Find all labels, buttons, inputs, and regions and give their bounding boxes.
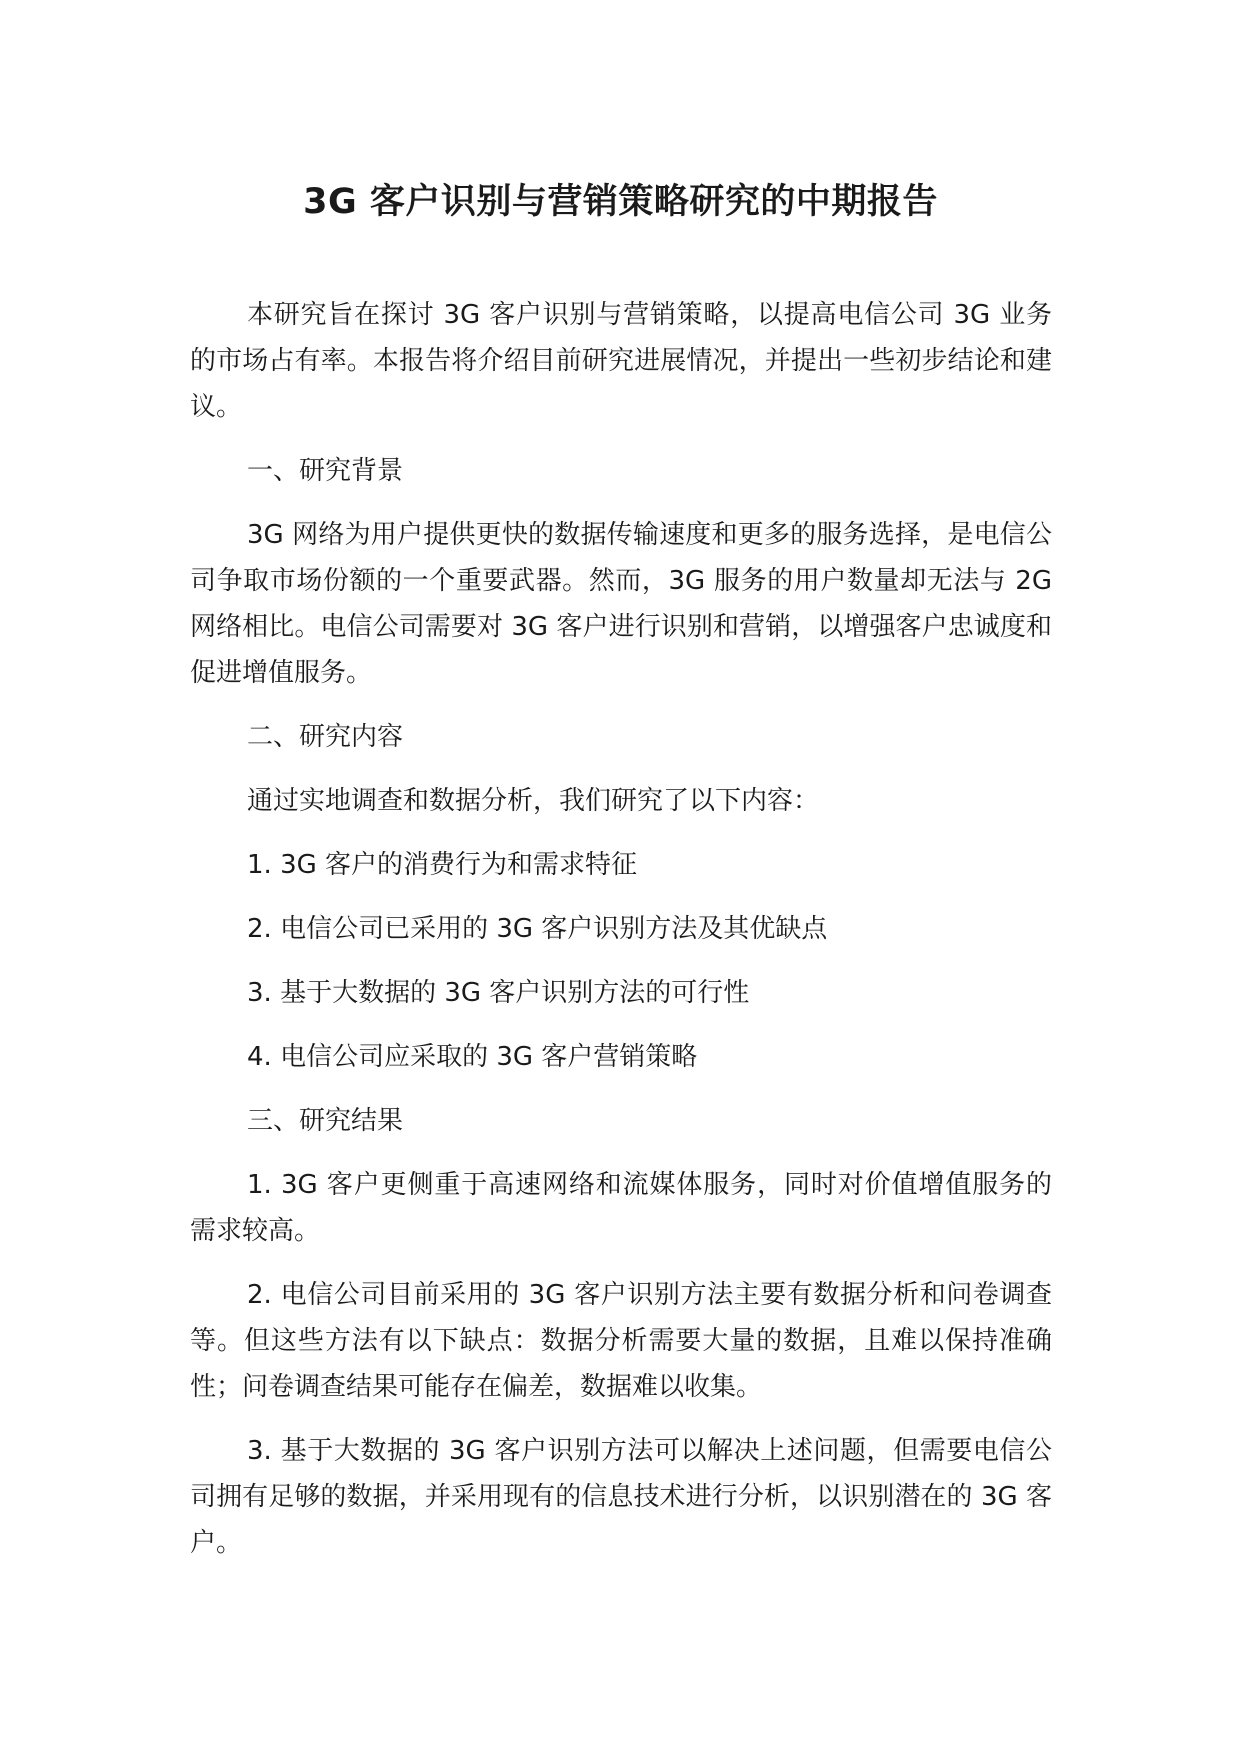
document-title: 3G 客户识别与营销策略研究的中期报告 [303,182,938,222]
list-item: 4. 电信公司应采取的 3G 客户营销策略 [247,1042,698,1072]
list-item: 1. 3G 客户的消费行为和需求特征 [247,850,638,880]
paragraph-intro: 本研究旨在探讨 3G 客户识别与营销策略，以提高电信公司 3G 业务的市场占有率。本报告将介绍目前研究进展情况，并提出一些初步结论和建议。 [190,300,1052,422]
section-heading-results: 三、研究结果 [247,1106,404,1136]
paragraph-background: 3G 网络为用户提供更快的数据传输速度和更多的服务选择，是电信公司争取市场份额的一个重要武器。然而，3G 服务的用户数量却无法与 2G 网络相比。电信公司需要对 3G 客户进行识别和营销，以增强客户忠诚度和促进增值服务。 [190,520,1052,688]
list-item: 2. 电信公司已采用的 3G 客户识别方法及其优缺点 [247,914,828,944]
list-item: 3. 基于大数据的 3G 客户识别方法的可行性 [247,978,750,1008]
paragraph-content-intro: 通过实地调查和数据分析，我们研究了以下内容： [247,786,820,816]
document-body [190,292,1052,1584]
result-item: 1. 3G 客户更侧重于高速网络和流媒体服务，同时对价值增值服务的需求较高。 [190,1170,1052,1246]
section-heading-background: 一、研究背景 [247,456,404,486]
section-heading-content: 二、研究内容 [247,722,404,752]
result-item: 3. 基于大数据的 3G 客户识别方法可以解决上述问题，但需要电信公司拥有足够的数据，并采用现有的信息技术进行分析，以识别潜在的 3G 客户。 [190,1436,1052,1558]
result-item: 2. 电信公司目前采用的 3G 客户识别方法主要有数据分析和问卷调查等。但这些方法有以下缺点：数据分析需要大量的数据，且难以保持准确性；问卷调查结果可能存在偏差，数据难以收集。 [190,1280,1052,1402]
